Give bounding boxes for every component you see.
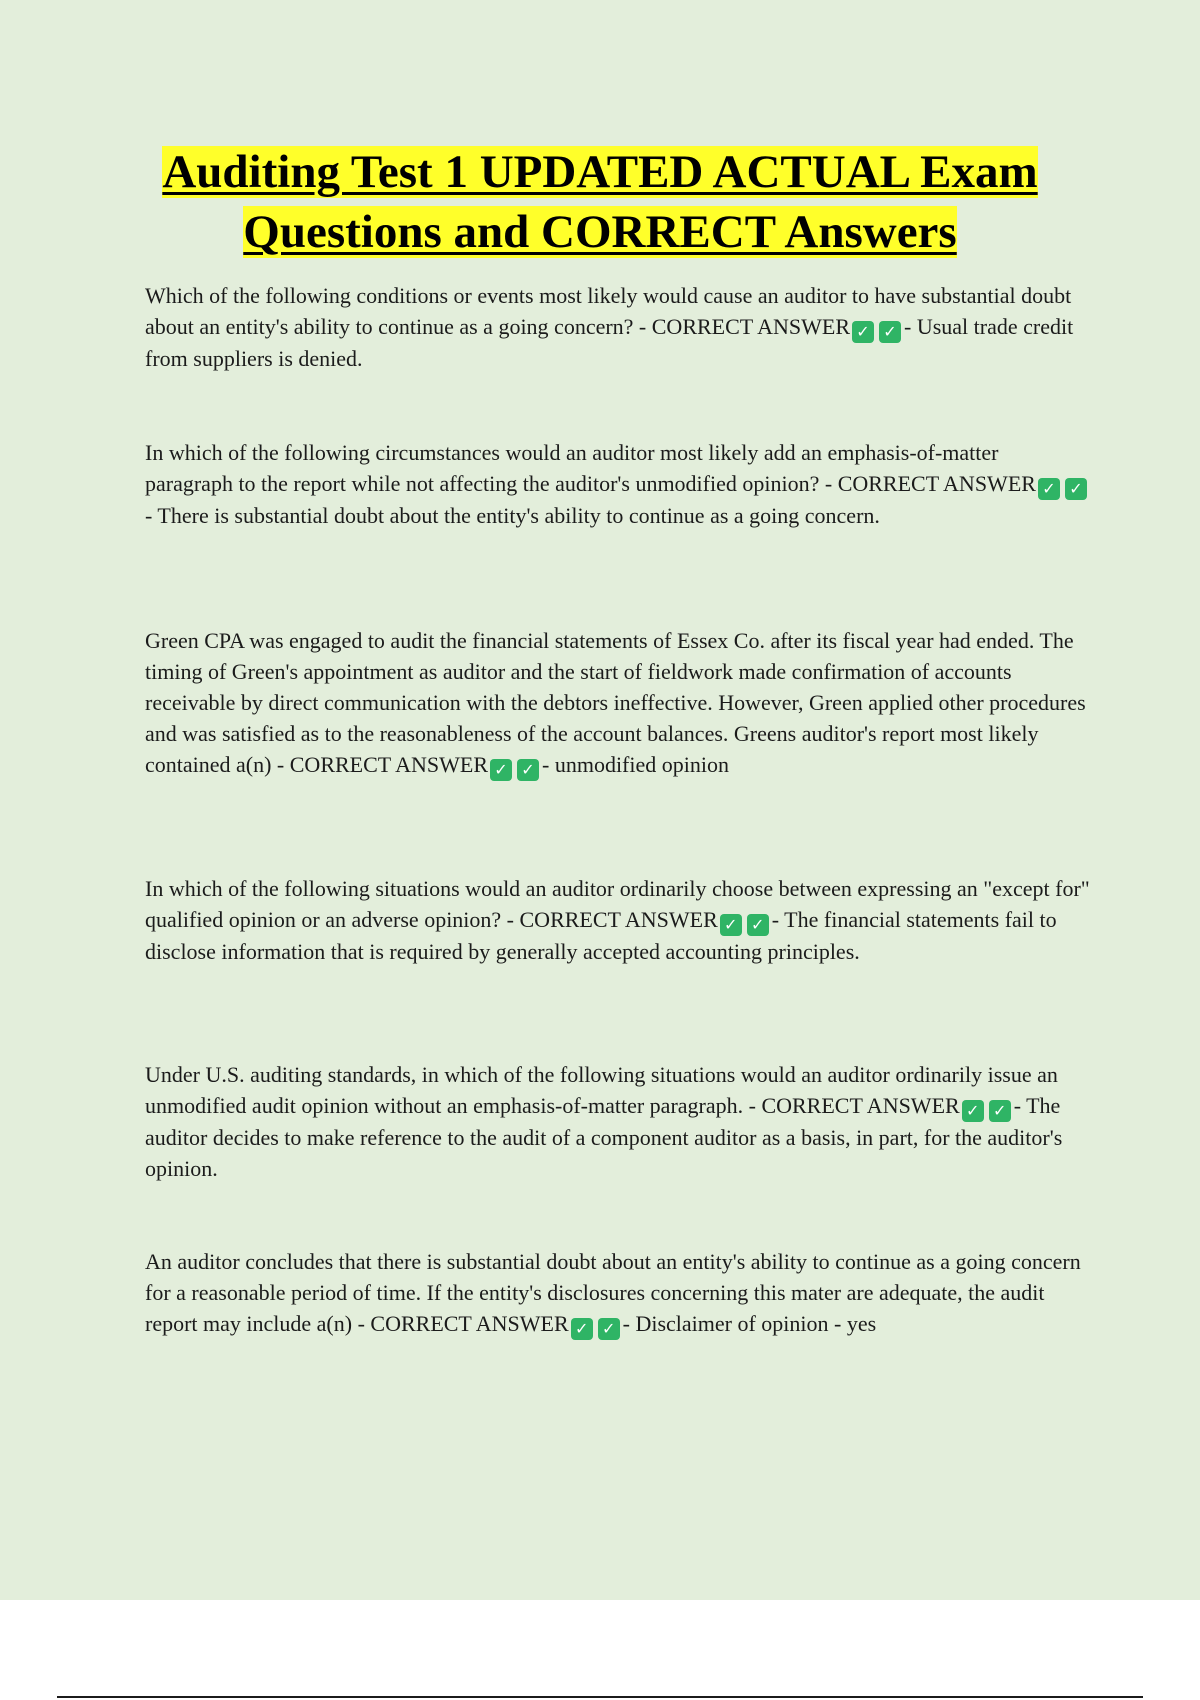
- check-mark-icon: ✓: [852, 321, 874, 343]
- check-mark-icon: ✓: [1038, 478, 1060, 500]
- question-text: An auditor concludes that there is substantial doubt about an entity's ability to continue as a going concern for a reasonable period of time. If the entity's disclosures concerning this mater are adequate, the audit report may include a(n) - CORRECT ANSWER: [145, 1249, 1081, 1336]
- answer-text: - Usual trade credit from suppliers is denied.: [145, 314, 1074, 371]
- check-mark-icon: ✓: [1065, 478, 1087, 500]
- qa-item: [145, 280, 1090, 374]
- check-mark-icon: ✓: [720, 914, 742, 936]
- check-mark-icon: ✓: [571, 1318, 593, 1340]
- check-mark-icon: ✓: [989, 1100, 1011, 1122]
- answer-text: - unmodified opinion: [542, 752, 729, 777]
- question-text: In which of the following situations would an auditor ordinarily choose between expressing an "except for" qualified opinion or an adverse opinion? - CORRECT ANSWER: [145, 876, 1090, 932]
- answer-text: - The auditor decides to make reference to the audit of a component auditor as a basis, in part, for the auditor's opinion.: [145, 1093, 1063, 1181]
- document-title-text: Auditing Test 1 UPDATED ACTUAL Exam Questions and CORRECT Answers: [162, 146, 1038, 258]
- footer-divider: [57, 1696, 1143, 1698]
- check-mark-icon: ✓: [879, 321, 901, 343]
- qa-item: [145, 1246, 1090, 1340]
- qa-item: [145, 437, 1090, 531]
- answer-text: - The financial statements fail to disclose information that is required by generally accepted accounting principles.: [145, 907, 1057, 964]
- qa-item: [145, 1059, 1090, 1184]
- qa-item: [145, 625, 1090, 781]
- question-text: In which of the following circumstances would an auditor most likely add an emphasis-of-matter paragraph to the report while not affecting the auditor's unmodified opinion? - CORRECT ANSWER: [145, 440, 1036, 496]
- question-text: Which of the following conditions or events most likely would cause an auditor to have substantial doubt about an entity's ability to continue as a going concern? - CORRECT ANSWER: [145, 283, 1072, 339]
- check-mark-icon: ✓: [747, 914, 769, 936]
- check-mark-icon: ✓: [598, 1318, 620, 1340]
- check-mark-icon: ✓: [490, 759, 512, 781]
- check-mark-icon: ✓: [517, 759, 539, 781]
- document-title: [120, 142, 1080, 262]
- question-text: Under U.S. auditing standards, in which of the following situations would an auditor ordinarily issue an unmodified audit opinion without an emphasis-of-matter paragraph. - CORRECT ANSWER: [145, 1062, 1058, 1118]
- question-text: Green CPA was engaged to audit the financial statements of Essex Co. after its fiscal year had ended. The timing of Green's appointment as auditor and the start of fieldwork made confirmation of accounts receivable by direct communication with the debtors ineffective. However, Green applied other procedures and was satisfied as to the reasonableness of the account balances. Greens auditor's report most likely contained a(n) - CORRECT ANSWER: [145, 628, 1086, 777]
- answer-text: - There is substantial doubt about the entity's ability to continue as a going concern.: [145, 503, 880, 528]
- answer-text: - Disclaimer of opinion - yes: [622, 1311, 877, 1336]
- qa-item: [145, 873, 1090, 967]
- check-mark-icon: ✓: [962, 1100, 984, 1122]
